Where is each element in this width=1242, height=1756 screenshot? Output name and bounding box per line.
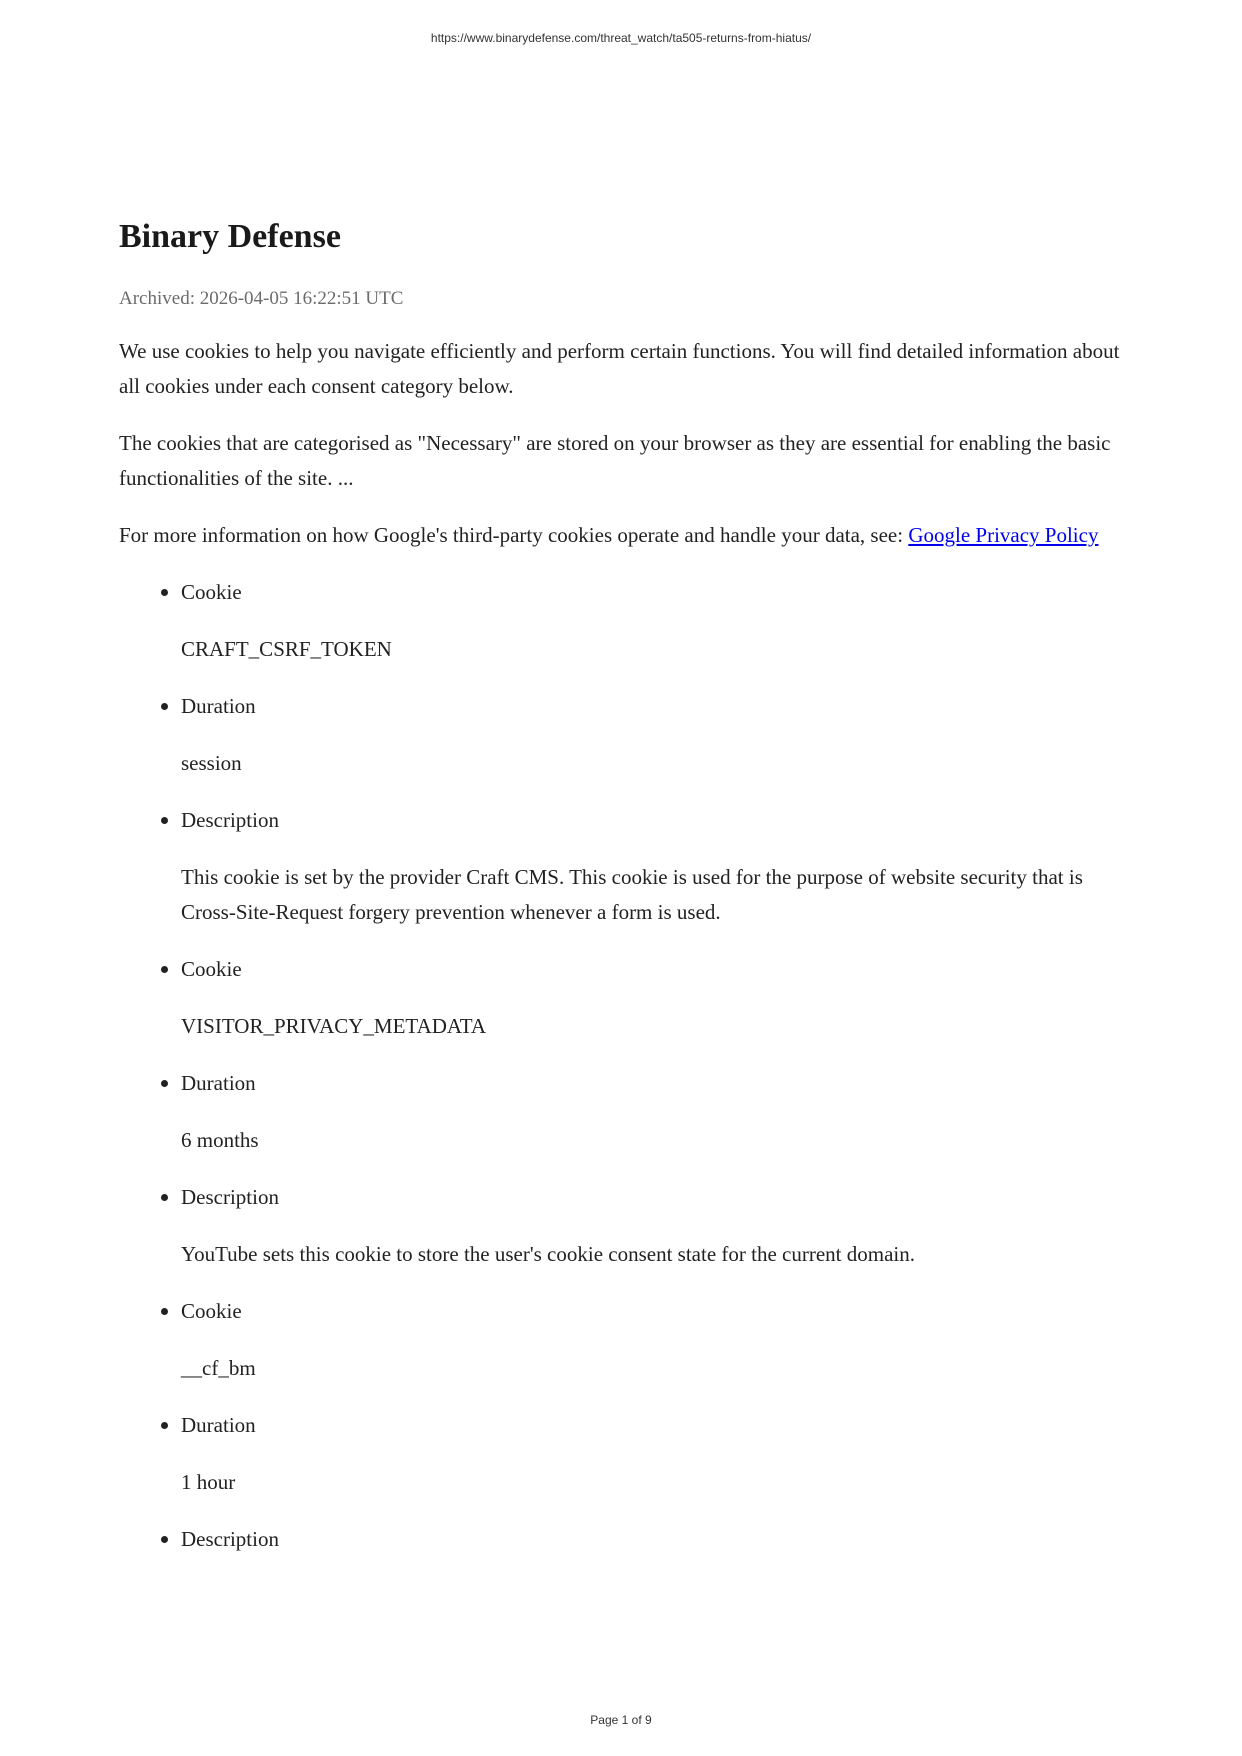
list-item [181, 575, 1129, 667]
google-info-paragraph [119, 518, 1129, 553]
page-url: https://www.binarydefense.com/threat_watch/ta505-returns-from-hiatus/ [430, 31, 812, 45]
list-item-label: Cookie [181, 580, 242, 604]
bullet-icon [161, 589, 168, 596]
necessary-cookies-paragraph: The cookies that are categorised as "Necessary" are stored on your browser as they are essential for enabling the basic functionalities of the site. ... [119, 431, 1111, 490]
list-item-value: session [181, 751, 242, 775]
page-indicator: Page 1 of 9 [590, 1713, 652, 1727]
list-item [181, 689, 1129, 781]
list-item-value: CRAFT_CSRF_TOKEN [181, 637, 392, 661]
list-item-label: Duration [181, 694, 256, 718]
bullet-icon [161, 817, 168, 824]
list-item-value: 1 hour [181, 1470, 236, 1494]
article [119, 212, 1129, 1579]
list-item [181, 1066, 1129, 1158]
list-item-value: VISITOR_PRIVACY_METADATA [181, 1014, 487, 1038]
list-item-value: 6 months [181, 1128, 259, 1152]
bullet-icon [161, 1422, 168, 1429]
bullet-icon [161, 966, 168, 973]
list-item-label: Duration [181, 1071, 256, 1095]
list-item [181, 1522, 1129, 1557]
bullet-icon [161, 1080, 168, 1087]
list-item-value: __cf_bm [181, 1356, 256, 1380]
list-item [181, 952, 1129, 1044]
bullet-icon [161, 1536, 168, 1543]
page-title: Binary Defense [119, 218, 341, 255]
list-item [181, 1408, 1129, 1500]
list-item-value: This cookie is set by the provider Craft CMS. This cookie is used for the purpose of website security that is Cross-Site-Request forgery prevention whenever a form is used. [181, 865, 1083, 924]
list-item-label: Duration [181, 1413, 256, 1437]
cookie-list [119, 575, 1129, 1557]
list-item [181, 1180, 1129, 1272]
list-item-label: Description [181, 808, 279, 832]
archived-timestamp: Archived: 2026-04-05 16:22:51 UTC [119, 288, 404, 309]
list-item-label: Description [181, 1527, 279, 1551]
list-item-value: YouTube sets this cookie to store the user's cookie consent state for the current domain. [181, 1242, 915, 1266]
list-item [181, 803, 1129, 930]
bullet-icon [161, 703, 168, 710]
google-info-text: For more information on how Google's third-party cookies operate and handle your data, see: [119, 523, 909, 547]
google-privacy-policy-link[interactable]: Google Privacy Policy [908, 523, 1099, 547]
list-item [181, 1294, 1129, 1386]
bullet-icon [161, 1308, 168, 1315]
bullet-icon [161, 1194, 168, 1201]
list-item-label: Cookie [181, 1299, 242, 1323]
cookie-intro-paragraph: We use cookies to help you navigate efficiently and perform certain functions. You will find detailed information about all cookies under each consent category below. [119, 339, 1120, 398]
list-item-label: Description [181, 1185, 279, 1209]
list-item-label: Cookie [181, 957, 242, 981]
